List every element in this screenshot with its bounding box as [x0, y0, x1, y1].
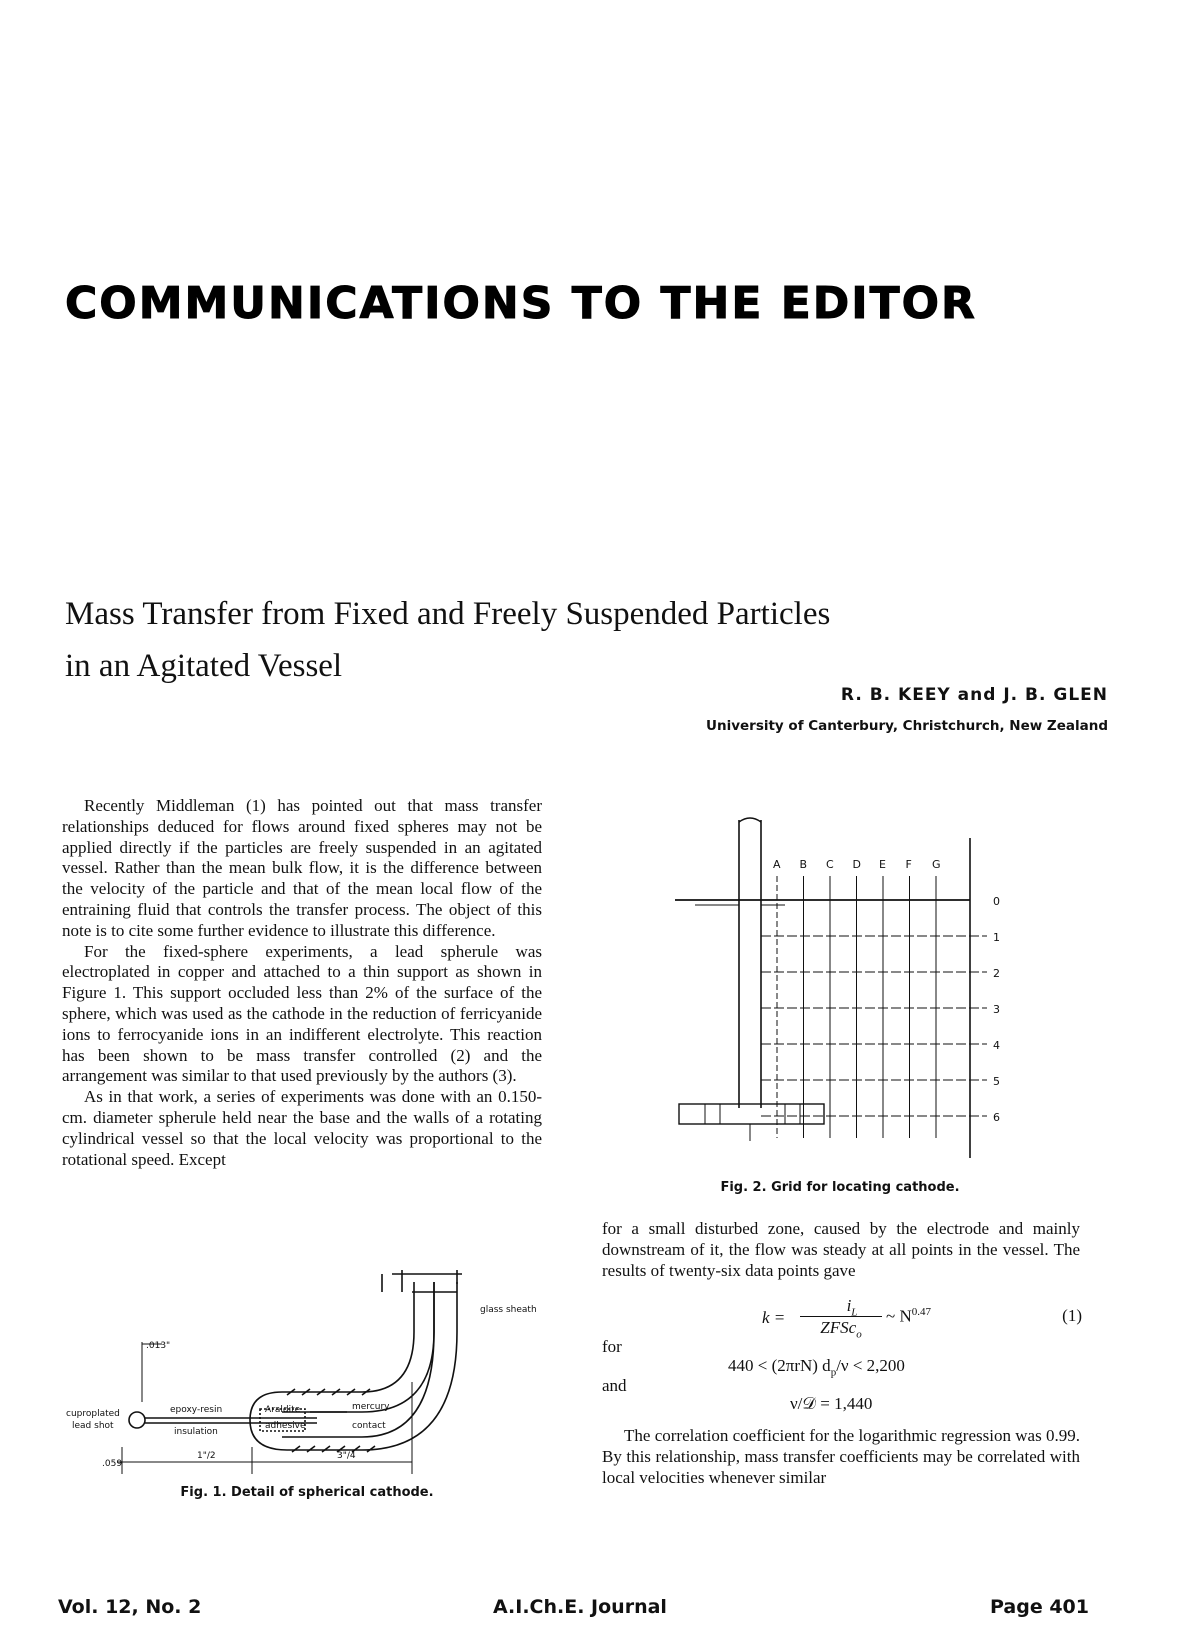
paragraph-3: As in that work, a series of experiments was done with an 0.150-cm. diameter spherule held near the base and the walls of a rotating cylindrical vessel so that the local velocity was proportional to the rotational speed. Except: [62, 1087, 542, 1169]
equation-1: [762, 1296, 1082, 1342]
grid-column-label: D: [852, 858, 861, 871]
grid-column-label: F: [905, 858, 912, 871]
grid-row-label: 1: [993, 931, 1000, 944]
paragraph-1: Recently Middleman (1) has pointed out that mass transfer relationships deduced for flows around fixed spheres may not be applied directly if the particles are freely suspended in an agitated vessel. Rather than the mean bulk flow, it is the difference between the velocity of the particle and that of the mean local flow of the entraining fluid that controls the transfer process. The object of this note is to cite some further evidence to illustrate this difference.: [62, 796, 542, 940]
grid-row-label: 6: [993, 1111, 1000, 1124]
left-column: [62, 796, 542, 1170]
grid-row-label: 0: [993, 895, 1000, 908]
grid-row-label: 3: [993, 1003, 1000, 1016]
article-title: [65, 588, 965, 692]
section-banner: COMMUNICATIONS TO THE EDITOR: [65, 278, 977, 329]
label-lead-shot: lead shot: [72, 1421, 114, 1431]
footer-journal: A.I.Ch.E. Journal: [493, 1596, 667, 1618]
label-dim-threequarter: 3"/4: [337, 1451, 356, 1461]
label-epoxy: epoxy-resin: [170, 1405, 223, 1415]
authors: R. B. KEEY and J. B. GLEN: [840, 685, 1108, 705]
equation-3: ν/𝒟 = 1,440: [790, 1394, 873, 1413]
label-mercury: mercury: [352, 1402, 390, 1412]
label-glass-sheath: glass sheath: [480, 1305, 537, 1315]
figure-1-diagram: [62, 1262, 552, 1477]
grid-row-label: 5: [993, 1075, 1000, 1088]
grid-column-label: G: [932, 858, 941, 871]
label-dim-013: .013": [146, 1341, 171, 1351]
eq1-lhs: k =: [762, 1308, 786, 1327]
eq1-numerator: $i_L$: [846, 1296, 858, 1319]
right-column-p1: [602, 1219, 1080, 1281]
label-dim-059: .059: [102, 1459, 123, 1469]
label-cuproplated: cuproplated: [66, 1409, 120, 1419]
paragraph-2: For the fixed-sphere experiments, a lead spherule was electroplated in copper and attached to a thin support as shown in Figure 1. This support occluded less than 2% of the surface of the sphere, which was used as the cathode in the reduction of ferricyanide ions to ferrocyanide ions in an indifferent electrolyte. This reaction has been shown to be mass transfer controlled (2) and the arrangement was similar to that used previously by the authors (3).: [62, 941, 542, 1086]
word-for: for: [602, 1337, 622, 1356]
equation-2: 440 < (2πrN) $d_p/\nu < 2,200$: [728, 1356, 905, 1379]
figure-1-caption: Fig. 1. Detail of spherical cathode.: [180, 1485, 434, 1500]
eq1-number: (1): [1062, 1306, 1082, 1325]
footer-page: Page 401: [990, 1596, 1089, 1618]
grid-column-label: C: [826, 858, 834, 871]
eq1-fraction-bar: [800, 1316, 882, 1317]
footer-volume: Vol. 12, No. 2: [58, 1596, 202, 1618]
title-line-1: Mass Transfer from Fixed and Freely Suspended Particles: [65, 596, 831, 632]
affiliation: University of Canterbury, Christchurch, New Zealand: [706, 718, 1108, 734]
grid-column-label: A: [773, 858, 781, 871]
eq1-rhs: ~ $N^{0.47}$: [886, 1306, 931, 1326]
right-paragraph-2: The correlation coefficient for the logarithmic regression was 0.99. By this relationship, mass transfer coefficients may be correlated with local velocities whenever similar: [602, 1426, 1080, 1487]
grid-column-label: E: [879, 858, 886, 871]
word-and: and: [602, 1376, 627, 1395]
figure-2-grid: [675, 808, 1035, 1168]
grid-row-label: 2: [993, 967, 1000, 980]
eq1-denominator: ZFSc$_o$: [820, 1318, 862, 1341]
figure-2-caption: Fig. 2. Grid for locating cathode.: [720, 1180, 960, 1195]
grid-column-label: B: [799, 858, 808, 871]
label-araldite: Araldite: [265, 1405, 301, 1415]
label-dim-half: 1"/2: [197, 1451, 216, 1461]
right-column-p2: [602, 1426, 1080, 1488]
label-adhesive: adhesive: [265, 1421, 306, 1431]
right-paragraph-1: for a small disturbed zone, caused by the electrode and mainly downstream of it, the flow was steady at all points in the vessel. The results of twenty-six data points gave: [602, 1219, 1080, 1280]
label-contact: contact: [352, 1421, 386, 1431]
label-insulation: insulation: [174, 1427, 218, 1437]
title-line-2: in an Agitated Vessel: [65, 648, 343, 684]
grid-row-label: 4: [993, 1039, 1000, 1052]
